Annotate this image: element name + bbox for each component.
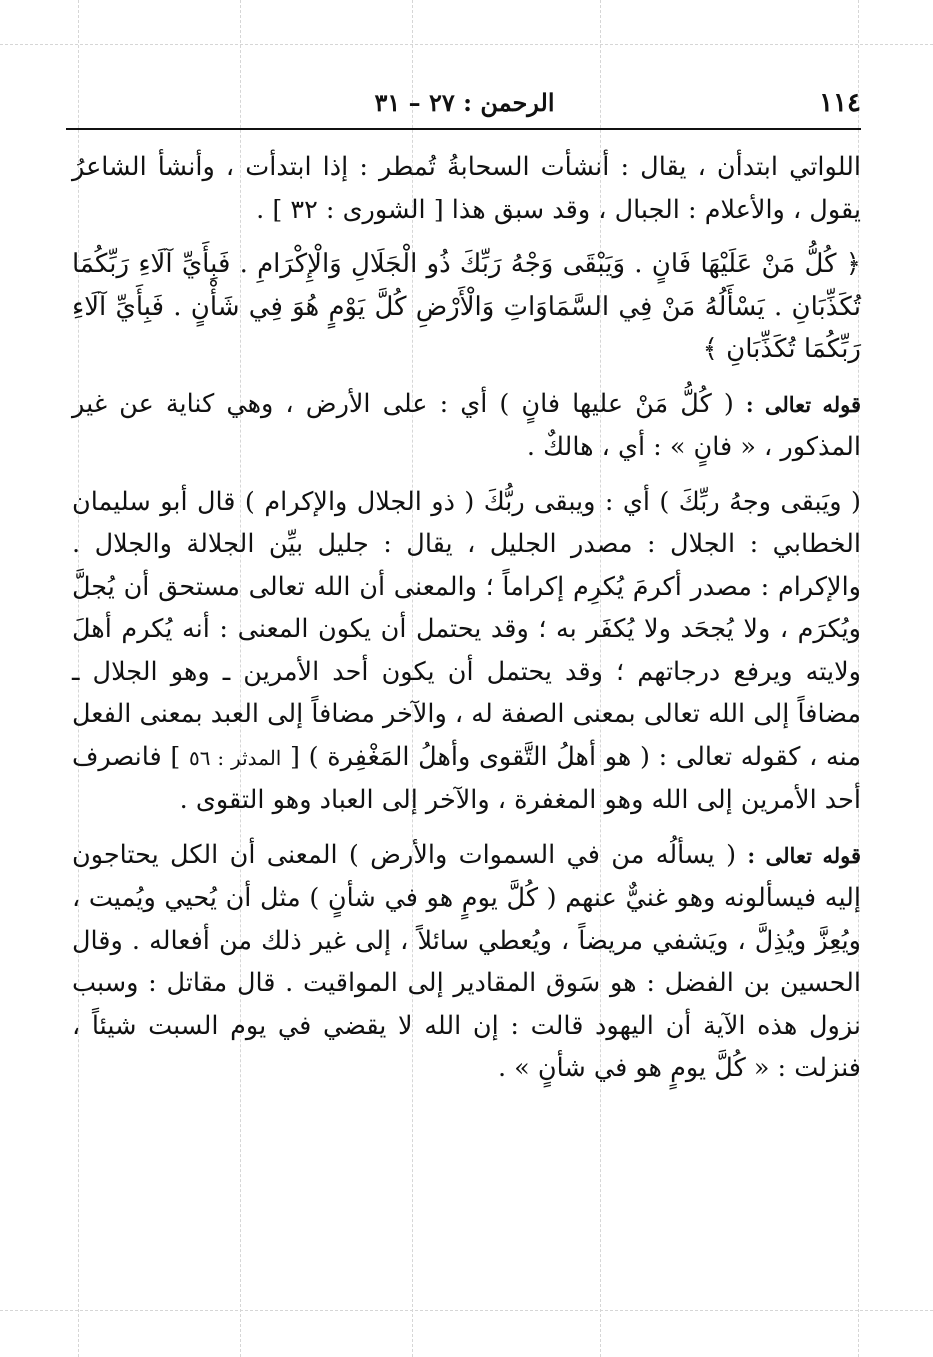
- paragraph-intro: اللواتي ابتدأن ، يقال : أنشأت السحابةُ تُمطر : إذا ابتدأت ، وأنشأ الشاعرُ يقول ، والأعلام : الجبال ، وقد سبق هذا [ الشورى : ٣٢ ] .: [72, 152, 861, 225]
- body-text: [72, 146, 861, 1090]
- paragraph-commentary-2: [72, 481, 861, 822]
- paragraph-commentary-1: [72, 383, 861, 469]
- commentary-text: ] فانصرف أحد الأمرين إلى الله وهو المغفرة ، والآخر إلى العباد وهو التقوى .: [72, 741, 861, 815]
- guide-line: [0, 44, 933, 45]
- running-title: الرحمن : ٢٧ – ٣١: [374, 88, 555, 117]
- page-header: [68, 86, 861, 122]
- commentary-lead: قوله تعالى :: [745, 391, 861, 417]
- citation-reference: المدثر : ٥٦: [188, 745, 282, 770]
- commentary-text: ( يسألُه من في السموات والأرض ) المعنى أن الكل يحتاجون إليه فيسألونه وهو غنيٌّ عنهم ( كُلَّ يومٍ هو في شأنٍ ) مثل أن يُحيي ويُميت ، ويُعِزَّ ويُذِلَّ ، ويَشفي مريضاً ، ويُعطي سائلاً ، إلى غير ذلك من أفعاله . وقال الحسين بن الفضل : هو سَوق المقادير إلى المواقيت . قال مقاتل : وسبب نزول هذه الآية أن اليهود قالت : إن الله لا يقضي في يوم السبت شيئاً ، فنزلت : « كُلَّ يومٍ هو في شأنٍ » .: [72, 839, 861, 1083]
- page-number: ١١٤: [819, 88, 861, 118]
- guide-line: [0, 1310, 933, 1311]
- quran-verse: ﴿ كُلُّ مَنْ عَلَيْهَا فَانٍ . وَيَبْقَى وَجْهُ رَبِّكَ ذُو الْجَلَالِ وَالْإِكْرَامِ . فَبِأَيِّ آلَاءِ رَبِّكُمَا تُكَذِّبَانِ . يَسْأَلُهُ مَنْ فِي السَّمَاوَاتِ وَالْأَرْضِ كُلَّ يَوْمٍ هُوَ فِي شَأْنٍ . فَبِأَيِّ آلَاءِ رَبِّكُمَا تُكَذِّبَانِ ﴾: [72, 249, 861, 364]
- paragraph-commentary-3: [72, 834, 861, 1090]
- header-divider: [66, 128, 861, 130]
- commentary-text: ( ويَبقى وجهُ ربِّكَ ) أي : ويبقى ربُّكَ ( ذو الجلال والإكرام ) قال أبو سليمان الخطابي : الجلال : مصدر الجليل ، يقال : جليل بيِّن الجلالة والجلال . والإكرام : مصدر أكرمَ يُكرِم إكراماً ؛ والمعنى أن الله تعالى مستحق أن يُجلَّ ويُكرَم ، ولا يُجحَد ولا يُكفَر به ؛ وقد يحتمل أن يكون المعنى : أنه يُكرم أهلَ ولايته ويرفع درجاتهم ؛ وقد يحتمل أن يكون أحد الأمرين ـ وهو الجلال ـ مضافاً إلى الله تعالى بمعنى الصفة له ، والآخر مضافاً إلى العبد بمعنى الفعل منه ، كقوله تعالى : ( هو أهلُ التَّقوى وأهلُ المَغْفِرة ) [: [72, 486, 861, 772]
- commentary-text: ( كُلُّ مَنْ عليها فانٍ ) أي : على الأرض ، وهي كناية عن غير المذكور ، « فانٍ » : أي ، هالكٌ .: [72, 388, 861, 462]
- commentary-lead: قوله تعالى :: [747, 842, 861, 868]
